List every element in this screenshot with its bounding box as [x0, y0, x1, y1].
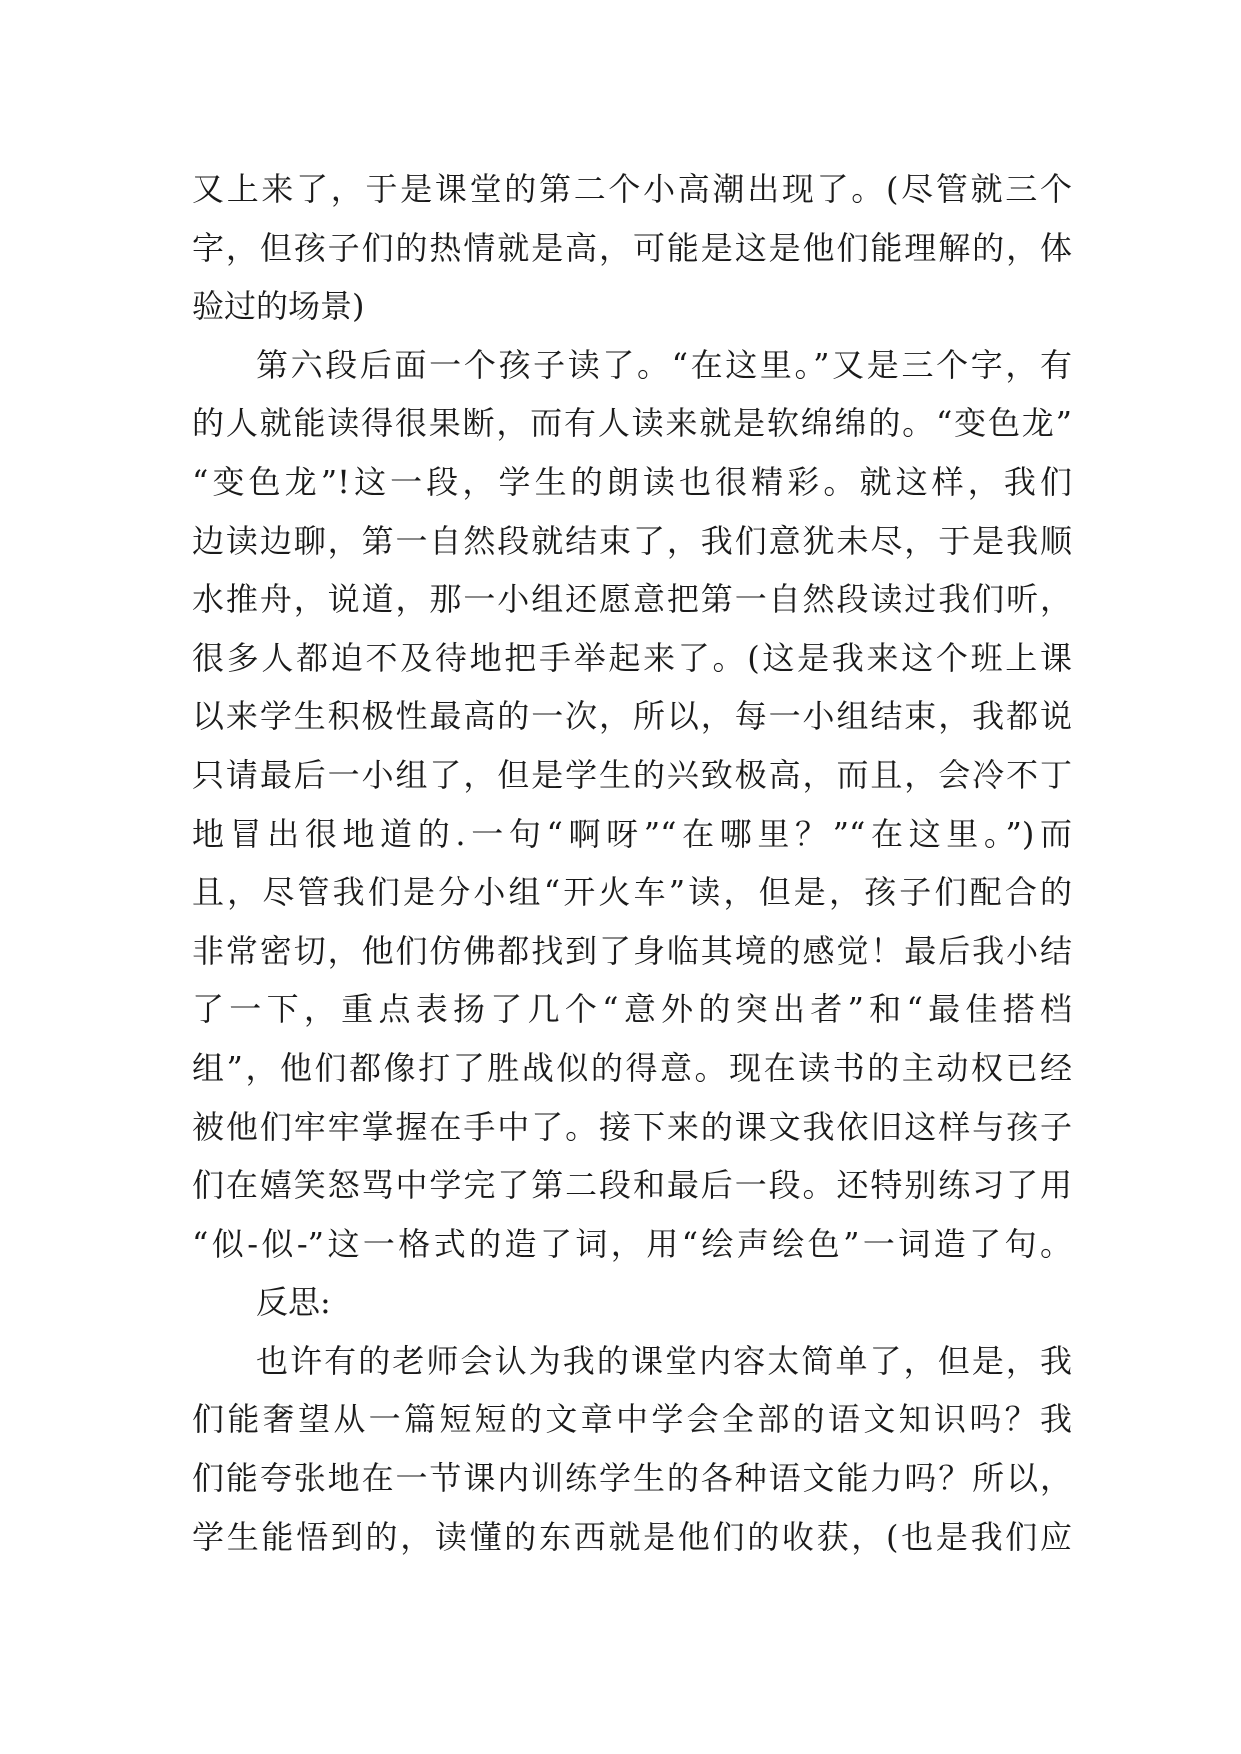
paragraph-start-line: 也许有的老师会认为我的课堂内容太简单了，但是，我 — [256, 1341, 1072, 1380]
text-line: 们能奢望从一篇短短的文章中学会全部的语文知识吗？我 — [192, 1400, 1072, 1439]
text-line: 了一下，重点表扬了几个“意外的突出者”和“最佳搭档 — [192, 990, 1072, 1029]
text-line: 的人就能读得很果断，而有人读来就是软绵绵的。“变色龙” — [192, 404, 1072, 443]
text-line: 边读边聊，第一自然段就结束了，我们意犹未尽，于是我顺 — [192, 521, 1072, 560]
text-line: 水推舟，说道，那一小组还愿意把第一自然段读过我们听， — [192, 580, 1072, 619]
text-line: 又上来了，于是课堂的第二个小高潮出现了。(尽管就三个 — [192, 170, 1072, 208]
text-line: “似-似-”这一格式的造了词，用“绘声绘色”一词造了句。 — [192, 1224, 1072, 1263]
text-line: 组”，他们都像打了胜战似的得意。现在读书的主动权已经 — [192, 1048, 1072, 1087]
text-line: “变色龙”!这一段，学生的朗读也很精彩。就这样，我们 — [192, 462, 1072, 501]
text-line: 们在嬉笑怒骂中学完了第二段和最后一段。还特别练习了用 — [192, 1166, 1072, 1205]
text-line: 且，尽管我们是分小组“开火车”读，但是，孩子们配合的 — [192, 873, 1072, 912]
text-line: 很多人都迫不及待地把手举起来了。(这是我来这个班上课 — [192, 638, 1072, 677]
text-line: 只请最后一小组了，但是学生的兴致极高，而且，会冷不丁 — [192, 755, 1072, 794]
text-line: 被他们牢牢掌握在手中了。接下来的课文我依旧这样与孩子 — [192, 1107, 1072, 1146]
text-line: 学生能悟到的，读懂的东西就是他们的收获，(也是我们应 — [192, 1517, 1072, 1556]
paragraph-start-line: 第六段后面一个孩子读了。“在这里。”又是三个字，有 — [256, 345, 1072, 384]
body-text — [192, 160, 1072, 1566]
section-heading: 反思: — [256, 1283, 331, 1322]
text-line: 以来学生积极性最高的一次，所以，每一小组结束，我都说 — [192, 697, 1072, 736]
text-line: 验过的场景) — [192, 287, 365, 326]
text-line: 非常密切，他们仿佛都找到了身临其境的感觉！最后我小结 — [192, 931, 1072, 970]
text-line: 们能夸张地在一节课内训练学生的各种语文能力吗？所以， — [192, 1459, 1072, 1498]
text-line: 地冒出很地道的.一句“啊呀”“在哪里？”“在这里。”)而 — [192, 814, 1072, 853]
text-line: 字，但孩子们的热情就是高，可能是这是他们能理解的，体 — [192, 228, 1072, 267]
